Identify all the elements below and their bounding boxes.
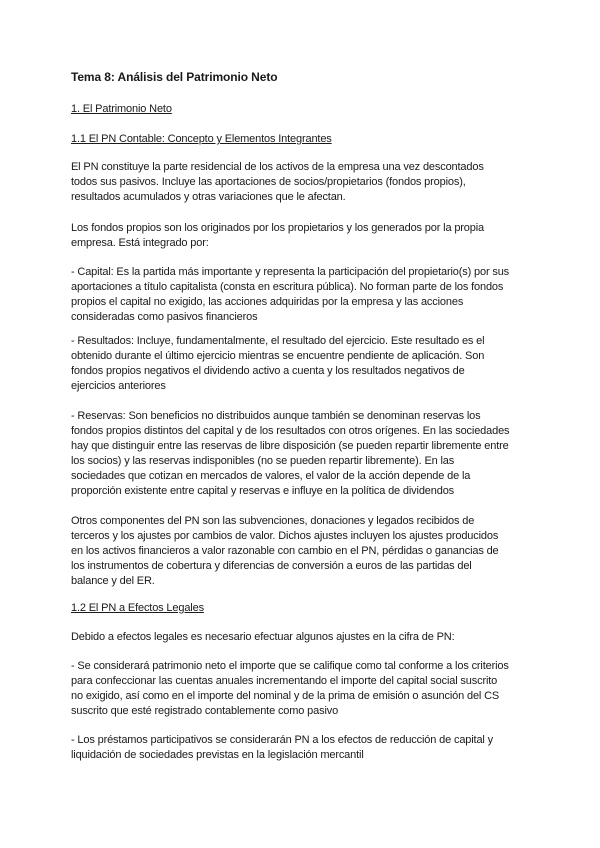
- text-line: - Resultados: Incluye, fundamentalmente, el resultado del ejercicio. Este resultado es el: [71, 335, 485, 347]
- text-line: Debido a efectos legales es necesario efectuar algunos ajustes en la cifra de PN:: [71, 631, 455, 643]
- paragraph-prestamos-participativos: [71, 733, 533, 763]
- text-line: propios el capital no exigido, las acciones adquiridas por la empresa y las acciones: [71, 296, 464, 308]
- text-line: los instrumentos de cobertura y diferencias de conversión a euros de las partidas del: [71, 560, 472, 572]
- section-heading-1-1: 1.1 El PN Contable: Concepto y Elementos Integrantes: [71, 133, 332, 145]
- text-line: liquidación de sociedades previstas en la legislación mercantil: [71, 749, 364, 761]
- section-heading-1: 1. El Patrimonio Neto: [71, 103, 172, 115]
- paragraph-reservas: [71, 409, 533, 499]
- text-line: balance y del ER.: [71, 575, 155, 587]
- paragraph-resultados: [71, 334, 533, 394]
- text-line: terceros y los ajustes por cambios de valor. Dichos ajustes incluyen los ajustes producidos: [71, 530, 499, 542]
- text-line: El PN constituye la parte residencial de los activos de la empresa una vez descontados: [71, 161, 484, 173]
- text-line: - Se considerará patrimonio neto el importe que se califique como tal conforme a los criterios: [71, 660, 509, 672]
- text-line: resultados acumulados y otras variaciones que le afectan.: [71, 191, 346, 203]
- paragraph-patrimonio-neto-legal: [71, 659, 533, 719]
- text-line: Otros componentes del PN son las subvenciones, donaciones y legados recibidos de: [71, 515, 475, 527]
- paragraph-capital: [71, 265, 533, 325]
- text-line: los socios) y las reservas indisponibles (no se pueden repartir libremente). En las: [71, 455, 455, 467]
- paragraph-efectos-legales: [71, 630, 533, 645]
- text-line: obtenido durante el último ejercicio mientras se encuentre pendiente de aplicación. Son: [71, 350, 485, 362]
- text-line: no exigido, así como en el importe del nominal y de la prima de emisión o asunción del CS: [71, 690, 500, 702]
- text-line: empresa. Está integrado por:: [71, 237, 209, 249]
- text-line: todos sus pasivos. Incluye las aportaciones de socios/propietarios (fondos propios),: [71, 176, 466, 188]
- text-line: - Reservas: Son beneficios no distribuidos aunque también se denominan reservas los: [71, 410, 481, 422]
- text-line: Los fondos propios son los originados por los propietarios y los generados por la propia: [71, 222, 485, 234]
- text-line: suscrito que esté registrado contablemente como pasivo: [71, 705, 339, 717]
- text-line: fondos propios distintos del capital y de los resultados con otros orígenes. En las sociedades: [71, 425, 510, 437]
- text-line: consideradas como pasivos financieros: [71, 311, 258, 323]
- text-line: para confeccionar las cuentas anuales incrementando el importe del capital social suscrito: [71, 675, 498, 687]
- text-line: - Los préstamos participativos se considerarán PN a los efectos de reducción de capital y: [71, 734, 493, 746]
- text-line: en los activos financieros a valor razonable con cambio en el PN, pérdidas o ganancias de: [71, 545, 499, 557]
- text-line: aportaciones a título capitalista (consta en escritura pública). No forman parte de los fondos: [71, 281, 504, 293]
- text-line: ejercicios anteriores: [71, 380, 166, 392]
- text-line: sociedades que cotizan en mercados de valores, el valor de la acción depende de la: [71, 470, 471, 482]
- section-heading-1-2: 1.2 El PN a Efectos Legales: [71, 602, 204, 614]
- paragraph-pn-definition: [71, 160, 533, 205]
- paragraph-fondos-propios: [71, 221, 533, 251]
- text-line: hay que distinguir entre las reservas de libre disposición (se pueden repartir libremente entre: [71, 440, 509, 452]
- text-line: fondos propios negativos el dividendo activo a cuenta y los resultados negativos de: [71, 365, 465, 377]
- document-title: Tema 8: Análisis del Patrimonio Neto: [71, 70, 278, 84]
- text-line: proporción existente entre capital y reservas e influye en la política de dividendos: [71, 485, 455, 497]
- paragraph-otros-componentes: [71, 514, 533, 589]
- text-line: - Capital: Es la partida más importante y representa la participación del propietario(s) por sus: [71, 266, 510, 278]
